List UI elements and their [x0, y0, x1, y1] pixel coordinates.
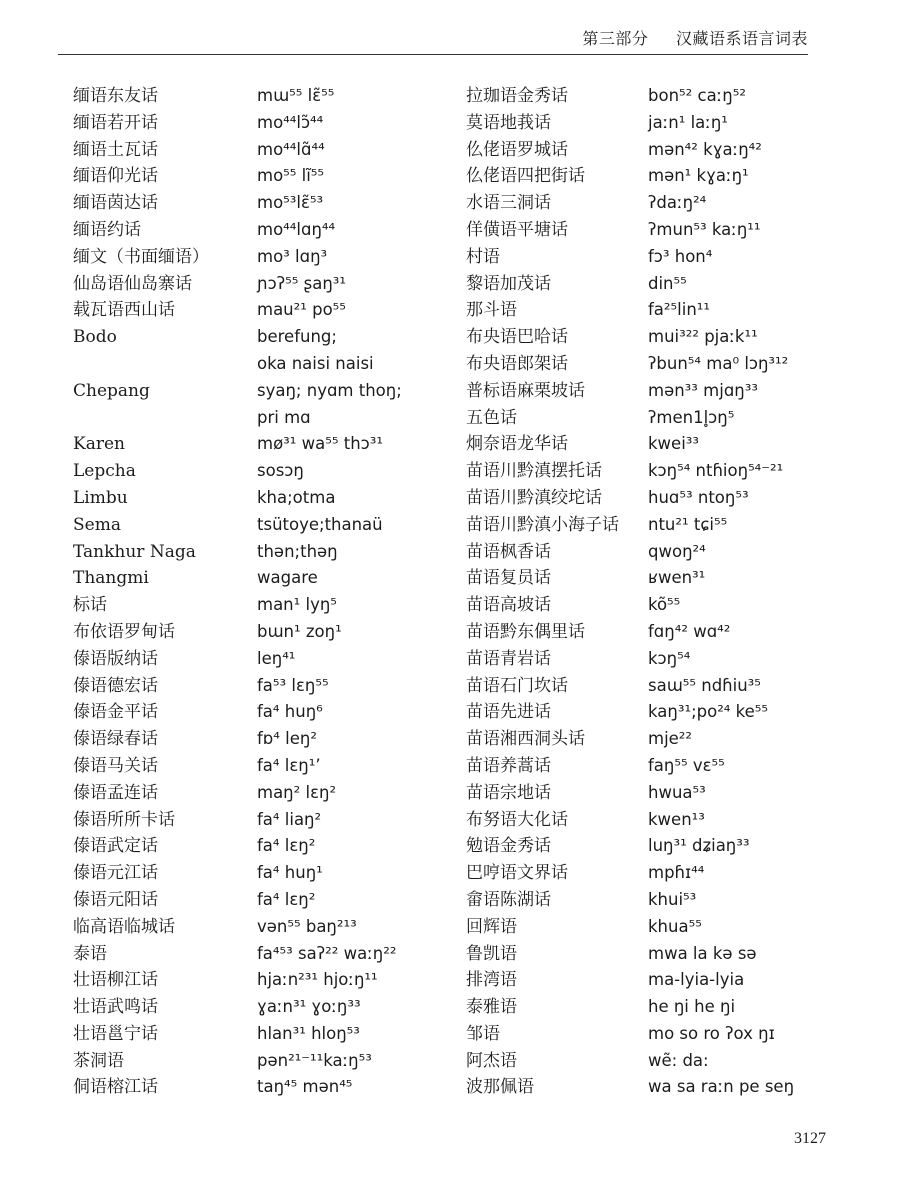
- transcription: mo⁴⁴lɑ̃⁴⁴: [257, 139, 325, 159]
- language-name: Tankhur Naga: [73, 541, 196, 562]
- transcription: mo so ro ʔox ŋɪ: [648, 1023, 775, 1043]
- language-name: 茶洞语: [73, 1050, 124, 1071]
- transcription: fa⁴ lɛŋ²: [257, 889, 316, 909]
- language-name: 黎语加茂话: [466, 273, 551, 294]
- transcription: kwen¹³: [648, 809, 705, 829]
- page-number: 3127: [794, 1130, 826, 1147]
- language-name: 傣语版纳话: [73, 648, 158, 669]
- transcription: ʔbun⁵⁴ ma⁰ lɔŋ³¹²: [648, 353, 789, 373]
- language-name: 傣语所所卡话: [73, 809, 175, 830]
- language-name: 水语三洞话: [466, 193, 551, 214]
- transcription: fa⁴ lɛŋ²: [257, 836, 316, 856]
- transcription: fɒ⁴ leŋ²: [257, 729, 317, 749]
- transcription: faŋ⁵⁵ vɛ⁵⁵: [648, 755, 725, 775]
- language-name: 缅语土瓦话: [73, 139, 158, 160]
- transcription: hlan³¹ hloŋ⁵³: [257, 1023, 360, 1043]
- language-name: 泰雅语: [466, 997, 517, 1018]
- transcription: din⁵⁵: [648, 273, 687, 293]
- language-name: 侗语榕江话: [73, 1077, 158, 1098]
- language-name: 布央语巴哈话: [466, 327, 568, 348]
- language-name: 苗语石门坎话: [466, 675, 568, 696]
- transcription: ma-lyia-lyia: [648, 970, 745, 990]
- language-name: 波那佩语: [466, 1077, 534, 1098]
- transcription: huɑ⁵³ ntoŋ⁵³: [648, 487, 749, 507]
- transcription: ɲɔʔ⁵⁵ ʂaŋ³¹: [257, 273, 347, 293]
- language-name: 布依语罗甸话: [73, 621, 175, 642]
- language-name: 阿杰语: [466, 1050, 517, 1071]
- language-name: 回辉语: [466, 916, 517, 937]
- language-name: 傣语元江话: [73, 863, 158, 884]
- transcription: ntu²¹ tɕi⁵⁵: [648, 514, 728, 534]
- transcription: mən⁴² kɣaːŋ⁴²: [648, 139, 762, 159]
- transcription: mø³¹ wa⁵⁵ thɔ³¹: [257, 434, 383, 454]
- language-name: 佯僙语平塘话: [466, 219, 568, 240]
- transcription: kɔŋ⁵⁴: [648, 648, 691, 668]
- transcription: sosɔŋ: [257, 461, 304, 481]
- language-name: 鲁凯语: [466, 943, 517, 964]
- language-name: Sema: [73, 514, 121, 535]
- transcription: leŋ⁴¹: [257, 648, 296, 668]
- language-name: 壮语武鸣话: [73, 997, 158, 1018]
- language-name: 仫佬语四把街话: [466, 166, 585, 187]
- language-name: 勉语金秀话: [466, 836, 551, 857]
- transcription: syaŋ; nyɑm thoŋ;: [257, 380, 402, 400]
- language-name: [73, 405, 248, 432]
- language-name: 傣语绿春话: [73, 729, 158, 750]
- language-name: 苗语湘西洞头话: [466, 729, 585, 750]
- language-name: 苗语复员话: [466, 568, 551, 589]
- language-name: 苗语川黔滇小海子话: [466, 514, 619, 535]
- language-name: 傣语金平话: [73, 702, 158, 723]
- transcription: fɔ³ hon⁴: [648, 246, 713, 266]
- transcription: ɣaːn³¹ ɣoːŋ³³: [257, 997, 361, 1017]
- running-head: [582, 26, 808, 49]
- transcription: kaŋ³¹;po²⁴ ke⁵⁵: [648, 702, 769, 722]
- language-name: 仫佬语罗城话: [466, 139, 568, 160]
- language-name: Lepcha: [73, 461, 136, 482]
- transcription: fa⁴ huŋ⁶: [257, 702, 323, 722]
- language-name: Karen: [73, 434, 125, 455]
- transcription: maŋ² lɛŋ²: [257, 782, 337, 802]
- transcription: fa⁵³ lɛŋ⁵⁵: [257, 675, 329, 695]
- transcription: he ŋi he ŋi: [648, 997, 736, 1017]
- transcription: fa⁴ huŋ¹: [257, 863, 323, 883]
- language-name: Thangmi: [73, 568, 149, 589]
- transcription: hwua⁵³: [648, 782, 706, 802]
- column-transcriptions-right: [648, 83, 863, 1101]
- header-rule: [58, 54, 808, 55]
- transcription: fa²⁵lin¹¹: [648, 300, 711, 320]
- language-name: 仙岛语仙岛寨话: [73, 273, 192, 294]
- language-name: 傣语孟连话: [73, 782, 158, 803]
- transcription: kõ⁵⁵: [648, 595, 681, 615]
- language-name: 缅语仰光话: [73, 166, 158, 187]
- language-name: 缅语茵达话: [73, 193, 158, 214]
- language-name: 傣语武定话: [73, 836, 158, 857]
- language-name: 傣语马关话: [73, 755, 158, 776]
- language-name: Limbu: [73, 487, 128, 508]
- language-name: 苗语川黔滇绞坨话: [466, 487, 602, 508]
- language-name: 苗语宗地话: [466, 782, 551, 803]
- language-name: [73, 351, 248, 378]
- language-name: 缅语约话: [73, 219, 141, 240]
- language-name: 布努语大化话: [466, 809, 568, 830]
- language-name: 苗语先进话: [466, 702, 551, 723]
- transcription: vən⁵⁵ baŋ²¹³: [257, 916, 357, 936]
- transcription: hjaːn²³¹ hjoːŋ¹¹: [257, 970, 378, 990]
- column-transcriptions-left: [257, 83, 457, 1101]
- transcription: mən¹ kɣaːŋ¹: [648, 166, 749, 186]
- transcription: kwei³³: [648, 434, 700, 454]
- transcription: mpɦɪ⁴⁴: [648, 863, 705, 883]
- transcription: mən³³ mjɑŋ³³: [648, 380, 758, 400]
- language-name: 载瓦语西山话: [73, 300, 175, 321]
- transcription: mwa la kə sə: [648, 943, 757, 963]
- transcription: ʔdaːŋ²⁴: [648, 193, 707, 213]
- transcription: bon⁵² caːŋ⁵²: [648, 86, 746, 105]
- transcription: bɯn¹ zoŋ¹: [257, 621, 342, 641]
- transcription: mo⁵⁵ lĩ⁵⁵: [257, 166, 325, 186]
- transcription: luŋ³¹ dʑiaŋ³³: [648, 836, 750, 856]
- transcription: wagare: [257, 568, 318, 588]
- transcription: jaːn¹ laːŋ¹: [648, 112, 728, 132]
- language-name: 拉珈语金秀话: [466, 86, 568, 106]
- language-name: 临高语临城话: [73, 916, 175, 937]
- language-name: 苗语川黔滇摆托话: [466, 461, 602, 482]
- transcription: fɑŋ⁴² wɑ⁴²: [648, 621, 731, 641]
- transcription: pən²¹⁻¹¹kaːŋ⁵³: [257, 1050, 372, 1070]
- transcription: qwoŋ²⁴: [648, 541, 706, 561]
- transcription: mo⁴⁴lɑŋ⁴⁴: [257, 219, 336, 239]
- transcription: fa⁴ liaŋ²: [257, 809, 322, 829]
- language-name: 缅语东友话: [73, 86, 158, 106]
- language-name: 壮语邕宁话: [73, 1023, 158, 1044]
- transcription: mje²²: [648, 729, 693, 749]
- language-name: 缅语若开话: [73, 112, 158, 133]
- language-name: 邹语: [466, 1023, 500, 1044]
- language-name: 排湾语: [466, 970, 517, 991]
- column-language-names-left: [73, 83, 248, 1101]
- transcription: mo⁵³lɛ̃⁵³: [257, 193, 324, 213]
- transcription: khui⁵³: [648, 889, 697, 909]
- language-name: 标话: [73, 595, 107, 616]
- transcription: mo³ lɑŋ³: [257, 246, 328, 266]
- language-name: 莫语地莪话: [466, 112, 551, 133]
- transcription: fa⁴ lɛŋ¹’: [257, 755, 321, 775]
- running-head-title: 汉藏语系语言词表: [675, 29, 808, 48]
- transcription: saɯ⁵⁵ ndɦiu³⁵: [648, 675, 761, 695]
- language-name: 傣语德宏话: [73, 675, 158, 696]
- transcription: ʔmun⁵³ kaːŋ¹¹: [648, 219, 761, 239]
- language-name: 壮语柳江话: [73, 970, 158, 991]
- transcription: kha;otma: [257, 487, 336, 507]
- language-name: 炯奈语龙华话: [466, 434, 568, 455]
- transcription: mɯ⁵⁵ lɛ̃⁵⁵: [257, 86, 335, 105]
- transcription: oka naisi naisi: [257, 353, 374, 373]
- column-language-names-right: [466, 83, 641, 1101]
- language-name: 苗语青岩话: [466, 648, 551, 669]
- transcription: taŋ⁴⁵ mən⁴⁵: [257, 1077, 353, 1097]
- transcription: ʁwen³¹: [648, 568, 706, 588]
- language-name: 苗语枫香话: [466, 541, 551, 562]
- transcription: thən;thəŋ: [257, 541, 338, 561]
- transcription: man¹ lyŋ⁵: [257, 595, 337, 615]
- transcription: fa⁴⁵³ saʔ²² waːŋ²²: [257, 943, 397, 963]
- transcription: mau²¹ po⁵⁵: [257, 300, 346, 320]
- transcription: berefung;: [257, 327, 337, 347]
- language-name: 巴哼语文界话: [466, 863, 568, 884]
- language-name: 泰语: [73, 943, 107, 964]
- language-name: 畲语陈湖话: [466, 889, 551, 910]
- transcription: pri mɑ: [257, 407, 311, 427]
- language-name: Chepang: [73, 380, 150, 401]
- language-name: 布央语郎架话: [466, 353, 568, 374]
- language-name: 五色话: [466, 407, 517, 428]
- language-name: 苗语黔东偶里话: [466, 621, 585, 642]
- transcription: wẽ: da:: [648, 1050, 709, 1070]
- language-name: 村语: [466, 246, 500, 267]
- transcription: khua⁵⁵: [648, 916, 702, 936]
- language-name: Bodo: [73, 327, 117, 348]
- language-name: 那斗语: [466, 300, 517, 321]
- transcription: tsütoye;thanaü: [257, 514, 383, 534]
- running-head-part: 第三部分: [582, 29, 649, 48]
- transcription: kɔŋ⁵⁴ ntɦioŋ⁵⁴⁻²¹: [648, 461, 784, 481]
- transcription: mui³²² pjaːk¹¹: [648, 327, 758, 347]
- language-name: 傣语元阳话: [73, 889, 158, 910]
- transcription: wa sa raːn pe seŋ: [648, 1077, 795, 1097]
- transcription: mo⁴⁴lɔ̃⁴⁴: [257, 112, 324, 132]
- language-name: 苗语养蒿话: [466, 755, 551, 776]
- language-name: 缅文（书面缅语）: [73, 246, 209, 267]
- language-name: 苗语高坡话: [466, 595, 551, 616]
- transcription: ʔmen1l̥ɔŋ⁵: [648, 407, 735, 427]
- language-name: 普标语麻栗坡话: [466, 380, 585, 401]
